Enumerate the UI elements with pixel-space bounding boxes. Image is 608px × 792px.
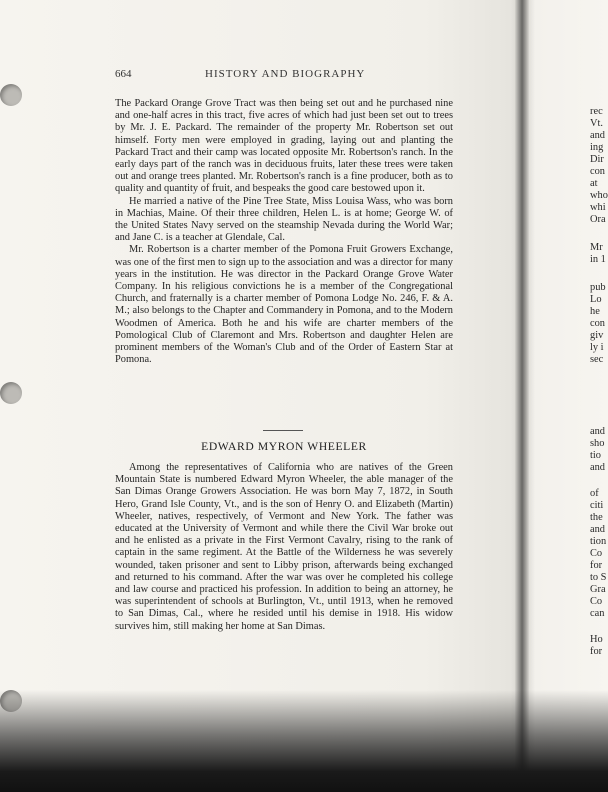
section-title: EDWARD MYRON WHEELER [201, 440, 367, 453]
book-gutter-shadow [515, 0, 529, 792]
fragment: to S [590, 572, 607, 583]
fragment: sho [590, 438, 605, 449]
fragment: Dir [590, 154, 604, 165]
fragment: Gra [590, 584, 606, 595]
fragment: whi [590, 202, 606, 213]
fragment: Mr [590, 242, 603, 253]
fragment: Ho [590, 634, 603, 645]
fragment: in 1 [590, 254, 606, 265]
paragraph: Among the representatives of California who are natives of the Green Mountain State is numbered Edward Myron Wheeler, the able manager of the San Dimas Orange Growers Association. He was born May 7, 1872, in South Hero, Grand Isle County, Vt., and is the son of Henry O. and Elizabeth (Martin) Wheeler, natives, respectively, of Vermont and New York. The father was educated at the University of Vermont and while there the Civil War broke out and he enlisted as a private in the First Vermont Cavalry, rising to the rank of captain in the same regiment. At the Battle of the Wilderness he was severely wounded, taken prisoner and sent to Libby prison, afterwards being exchanged and returned to his command. After the war was over he completed his college and law course and practiced his profession. In addition to being an attorney, he was superintendent of schools at Burlington, Vt., until 1913, when he removed to San Dimas, Cal., where he resided until his demise in 1918. His widow survives him, still making her home at San Dimas. [115, 462, 453, 632]
fragment: Lo [590, 294, 602, 305]
fragment: con [590, 318, 606, 329]
fragment: for [590, 646, 603, 657]
binder-hole [0, 382, 22, 404]
fragment: Ora [590, 214, 606, 225]
fragment: citi [590, 500, 604, 511]
binder-hole [0, 84, 22, 106]
paragraph: Mr. Robertson is a charter member of the Pomona Fruit Growers Exchange, was one of the first men to sign up to the association and was a director for many years in the institution. He was director in the Packard Orange Grove Water Company. In his religious convictions he is a member of the Congregational Church, and fraternally is a charter member of Pomona Lodge No. 246, F. & A. M.; also belongs to the Chapter and Commandery in Pomona, and to the Modern Woodmen of America. Both he and his wife are charter members of the Pomological Club of Claremont and Mrs. Robertson and daughter Helen are prominent members of the Woman's Club and of the Order of Eastern Star at Pomona. [115, 244, 453, 366]
facing-page-fragments [590, 0, 608, 792]
section-divider [263, 430, 303, 431]
fragment: ly i [590, 342, 604, 353]
paragraph: He married a native of the Pine Tree State, Miss Louisa Wass, who was born in Machias, Maine. Of their three children, Helen L. is at home; George W. of the United States Navy served on the steamship Nevada during the World War; and Jane C. is a teacher at Glendale, Cal. [115, 195, 453, 244]
fragment: tion [590, 536, 607, 547]
fragment: Co [590, 548, 603, 559]
fragment: can [590, 608, 605, 619]
fragment: of [590, 488, 599, 499]
page-header [115, 68, 455, 82]
scan-bottom-shadow [0, 690, 608, 792]
fragment: for [590, 560, 603, 571]
fragment: Vt. [590, 118, 603, 129]
fragment: who [590, 190, 608, 201]
fragment: sec [590, 354, 604, 365]
fragment: ing [590, 142, 604, 153]
fragment: he [590, 306, 600, 317]
fragment: giv [590, 330, 604, 341]
fragment: and [590, 130, 606, 141]
fragment: at [590, 178, 598, 189]
section-wheeler [115, 462, 453, 633]
fragment: the [590, 512, 603, 523]
fragment: rec [590, 106, 603, 117]
fragment: and [590, 426, 606, 437]
fragment: con [590, 166, 606, 177]
fragment: and [590, 524, 606, 535]
fragment: pub [590, 282, 606, 293]
fragment: tio [590, 450, 601, 461]
fragment: and [590, 462, 606, 473]
running-head: HISTORY AND BIOGRAPHY [205, 68, 366, 80]
section-robertson [115, 98, 453, 366]
fragment: Co [590, 596, 603, 607]
page-number: 664 [115, 68, 132, 80]
paragraph: The Packard Orange Grove Tract was then being set out and he purchased nine and one-half acres in this tract, five acres of which had just been set out to trees by Mr. J. E. Packard. The remainder of the property Mr. Robertson set out himself. Forty men were employed in grading, laying out and planting the Packard Tract and their camp was located opposite Mr. Robertson's ranch. In the early days part of the ranch was in deciduous fruits, later these trees were taken out and orange trees planted. Mr. Robertson's ranch is a fine producer, both as to quality and quantity of fruit, and bespeaks the good care bestowed upon it. [115, 98, 453, 195]
